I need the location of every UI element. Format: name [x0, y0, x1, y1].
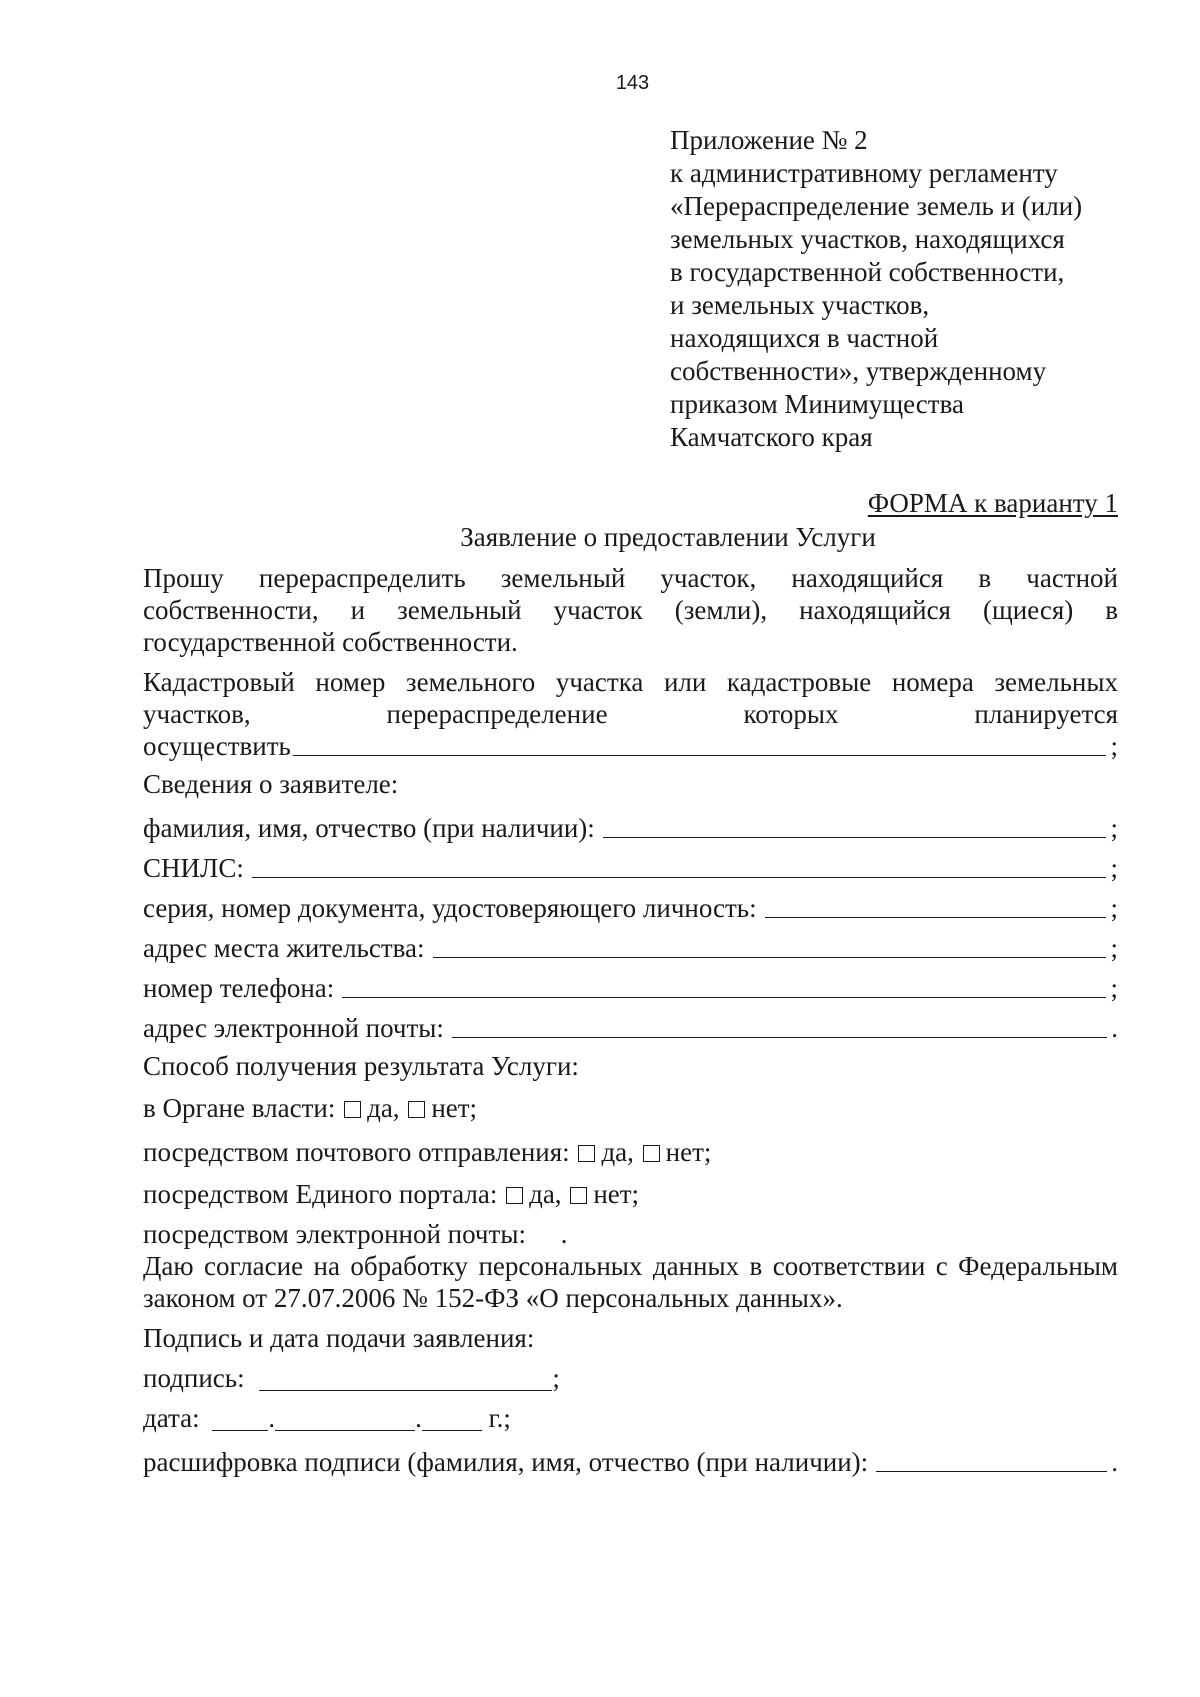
email-label: адрес электронной почты: [143, 1013, 444, 1043]
page-number: 143 [615, 72, 650, 94]
field-end-mark: ; [1110, 893, 1118, 923]
snils-label: СНИЛС: [143, 853, 244, 883]
appendix-line: и земельных участков, [670, 290, 930, 320]
appendix-line: находящихся в частной [670, 323, 939, 353]
request-line: собственности, и земельный участок (земли), находящийся (щиеся) в [143, 595, 1118, 625]
field-end-mark: ; [1110, 853, 1118, 883]
field-end-mark: . [1111, 1013, 1118, 1043]
appendix-line: «Перераспределение земель и (или) [670, 191, 1083, 221]
date-month-blank[interactable] [275, 1429, 415, 1431]
applicant-section [143, 764, 1118, 1044]
no-label: нет; [665, 1137, 712, 1167]
consent-line: законом от 27.07.2006 № 152-ФЗ «О персональных данных». [143, 1283, 843, 1313]
delivery-portal-label: посредством Единого портала: [143, 1179, 498, 1209]
delivery-organ-row [143, 1086, 1118, 1130]
document-title: Заявление о предоставлении Услуги [460, 522, 876, 552]
signature-row [143, 1358, 1118, 1398]
phone-field[interactable] [143, 964, 1118, 1004]
applicant-heading: Сведения о заявителе: [143, 769, 399, 799]
appendix-line: приказом Минимущества [670, 389, 964, 419]
email-field[interactable] [143, 1004, 1118, 1044]
appendix-line: в государственной собственности, [670, 257, 1065, 287]
identity-document-blank[interactable] [765, 917, 1107, 918]
appendix-line: к административному регламенту [670, 158, 1058, 188]
delivery-section [143, 1046, 1118, 1254]
signature-blank[interactable] [259, 1389, 552, 1391]
residence-address-blank[interactable] [433, 957, 1107, 958]
no-label: нет; [431, 1093, 478, 1123]
residence-address-label: адрес места жительства: [143, 933, 425, 963]
yes-label: да, [367, 1093, 400, 1123]
full-name-field[interactable] [143, 804, 1118, 844]
appendix-header [670, 124, 1140, 454]
full-name-label: фамилия, имя, отчество (при наличии): [143, 813, 595, 843]
organ-yes-checkbox[interactable] [344, 1101, 361, 1118]
signature-heading: Подпись и дата подачи заявления: [143, 1323, 535, 1353]
delivery-email-row [143, 1214, 1118, 1254]
field-end-mark: . [1111, 1447, 1118, 1477]
delivery-mail-label: посредством почтового отправления: [143, 1137, 570, 1167]
field-end-mark: ; [1110, 813, 1118, 843]
field-end-mark: . [560, 1219, 568, 1249]
field-end-mark: ; [552, 1363, 560, 1393]
cadastral-number-field[interactable] [143, 730, 1118, 762]
signature-section [143, 1318, 1118, 1478]
cadastral-paragraph [143, 666, 1118, 762]
request-paragraph [143, 562, 1118, 658]
cadastral-line: участков, перераспределение которых планируется [143, 699, 1118, 729]
identity-document-field[interactable] [143, 884, 1118, 924]
no-label: нет; [593, 1179, 640, 1209]
delivery-email-label: посредством электронной почты: [143, 1219, 526, 1249]
field-end-mark: ; [1110, 731, 1118, 761]
full-name-blank[interactable] [603, 837, 1107, 838]
cadastral-field-label: осуществить [143, 731, 291, 761]
cadastral-line: Кадастровый номер земельного участка или кадастровые номера земельных [143, 667, 1118, 697]
date-year-suffix: г.; [488, 1403, 511, 1433]
phone-blank[interactable] [342, 997, 1106, 998]
field-end-mark: ; [1110, 973, 1118, 1003]
date-label: дата: [143, 1403, 200, 1433]
date-row [143, 1398, 1118, 1438]
form-variant-label: ФОРМА к варианту 1 [867, 488, 1118, 518]
mail-no-checkbox[interactable] [643, 1145, 660, 1162]
date-separator: . [268, 1403, 276, 1433]
mail-yes-checkbox[interactable] [578, 1145, 595, 1162]
organ-no-checkbox[interactable] [408, 1101, 425, 1118]
phone-label: номер телефона: [143, 973, 335, 1003]
appendix-line: Приложение № 2 [670, 125, 868, 155]
consent-line: Даю согласие на обработку персональных данных в соответствии с Федеральным [143, 1251, 1118, 1281]
signature-label: подпись: [143, 1363, 245, 1393]
identity-document-label: серия, номер документа, удостоверяющего личность: [143, 893, 757, 923]
delivery-organ-label: в Органе власти: [143, 1093, 336, 1123]
delivery-portal-row [143, 1174, 1118, 1214]
consent-paragraph [143, 1250, 1118, 1314]
portal-yes-checkbox[interactable] [506, 1187, 523, 1204]
signature-decode-field[interactable] [143, 1438, 1118, 1478]
signature-decode-label: расшифровка подписи (фамилия, имя, отчество (при наличии): [143, 1447, 869, 1477]
email-blank[interactable] [452, 1037, 1107, 1038]
signature-decode-blank[interactable] [876, 1471, 1107, 1472]
delivery-mail-row [143, 1130, 1118, 1174]
date-year-blank[interactable] [422, 1429, 482, 1431]
snils-field[interactable] [143, 844, 1118, 884]
yes-label: да, [601, 1137, 634, 1167]
appendix-line: земельных участков, находящихся [670, 224, 1065, 254]
yes-label: да, [529, 1179, 562, 1209]
field-end-mark: ; [1110, 933, 1118, 963]
request-line: Прошу перераспределить земельный участок, находящийся в частной [143, 563, 1118, 593]
delivery-heading: Способ получения результата Услуги: [143, 1051, 579, 1081]
date-day-blank[interactable] [212, 1429, 268, 1431]
portal-no-checkbox[interactable] [570, 1187, 587, 1204]
snils-blank[interactable] [252, 877, 1107, 878]
request-line: государственной собственности. [143, 627, 518, 657]
date-separator: . [415, 1403, 422, 1433]
cadastral-number-blank[interactable] [293, 755, 1107, 756]
residence-address-field[interactable] [143, 924, 1118, 964]
appendix-line: Камчатского края [670, 422, 873, 452]
appendix-line: собственности», утвержденному [670, 356, 1047, 386]
